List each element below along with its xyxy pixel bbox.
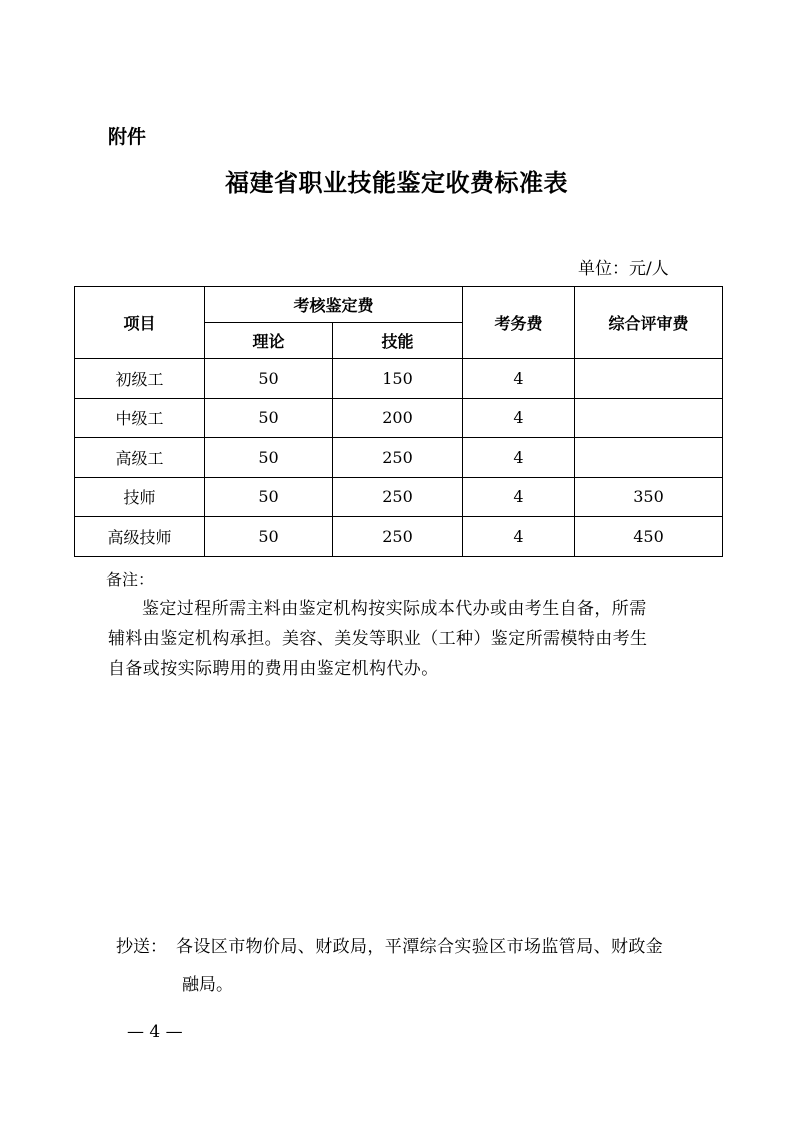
cell-review <box>575 359 723 399</box>
cell-review <box>575 438 723 478</box>
cell-skill: 200 <box>333 398 463 438</box>
cell-admin: 4 <box>463 517 575 557</box>
cell-level: 高级工 <box>75 438 205 478</box>
table-row <box>75 359 723 399</box>
remarks-line: 自备或按实际聘用的费用由鉴定机构代办。 <box>108 659 439 679</box>
header-admin-fee: 考务费 <box>463 287 575 359</box>
cell-skill: 250 <box>333 438 463 478</box>
cell-skill: 250 <box>333 517 463 557</box>
cell-admin: 4 <box>463 438 575 478</box>
attachment-label: 附件 <box>108 126 147 148</box>
cell-skill: 250 <box>333 477 463 517</box>
cell-level: 技师 <box>75 477 205 517</box>
header-review-fee: 综合评审费 <box>575 287 723 359</box>
cell-theory: 50 <box>205 359 333 399</box>
document-title: 福建省职业技能鉴定收费标准表 <box>225 168 568 197</box>
table-row <box>75 517 723 557</box>
cc-recipients-line: 各设区市物价局、财政局，平潭综合实验区市场监管局、财政金 <box>176 937 664 957</box>
remarks-line: 鉴定过程所需主料由鉴定机构按实际成本代办或由考生自备，所需 <box>142 599 647 619</box>
remarks-label: 备注： <box>106 570 155 589</box>
fee-standard-table <box>74 286 723 557</box>
cell-level: 初级工 <box>75 359 205 399</box>
header-item: 项目 <box>75 287 205 359</box>
cell-review: 350 <box>575 477 723 517</box>
cc-recipients-line: 融局。 <box>182 975 233 995</box>
table-row <box>75 477 723 517</box>
cell-theory: 50 <box>205 517 333 557</box>
cell-admin: 4 <box>463 359 575 399</box>
cc-label: 抄送： <box>116 937 167 957</box>
cell-review: 450 <box>575 517 723 557</box>
header-theory: 理论 <box>205 323 333 359</box>
header-exam-fee: 考核鉴定费 <box>205 287 463 323</box>
remarks-line: 辅料由鉴定机构承担。美容、美发等职业（工种）鉴定所需模特由考生 <box>108 629 648 649</box>
page-number: — 4 — <box>127 1022 183 1042</box>
cell-admin: 4 <box>463 398 575 438</box>
cell-theory: 50 <box>205 477 333 517</box>
header-skill: 技能 <box>333 323 463 359</box>
cell-level: 中级工 <box>75 398 205 438</box>
cell-theory: 50 <box>205 438 333 478</box>
cell-level: 高级技师 <box>75 517 205 557</box>
cell-theory: 50 <box>205 398 333 438</box>
cell-skill: 150 <box>333 359 463 399</box>
table-row <box>75 438 723 478</box>
cell-review <box>575 398 723 438</box>
cell-admin: 4 <box>463 477 575 517</box>
table-row <box>75 398 723 438</box>
unit-note: 单位：元/人 <box>578 259 669 279</box>
